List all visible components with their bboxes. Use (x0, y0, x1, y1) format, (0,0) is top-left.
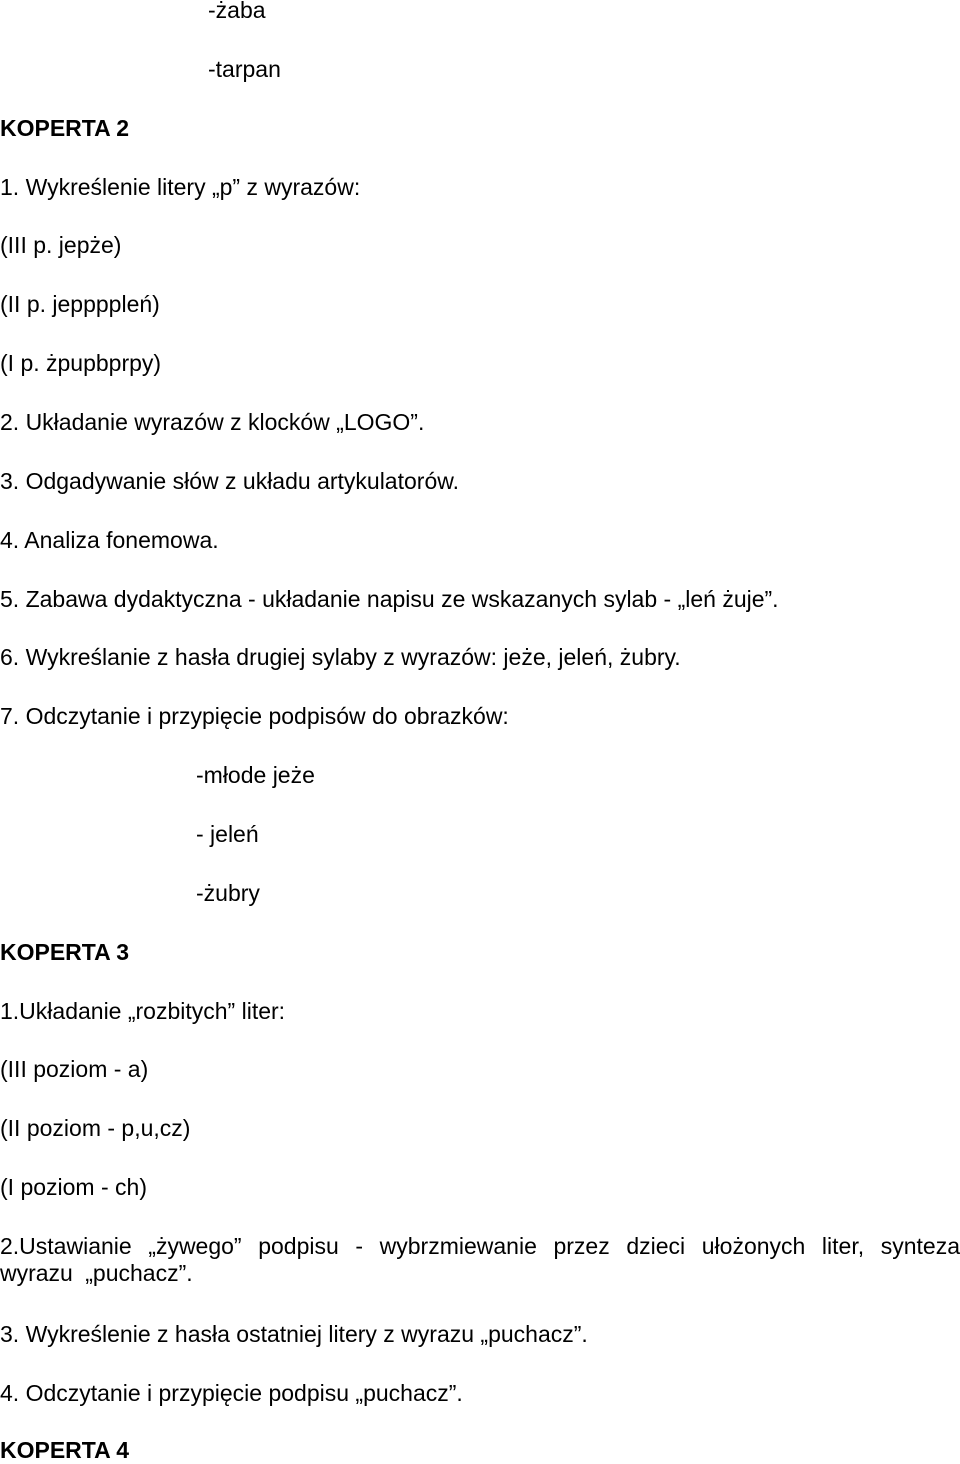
koperta-2-item-4: 4. Analiza fonemowa. (0, 527, 219, 553)
section-heading-koperta-4: KOPERTA 4 (0, 1437, 130, 1463)
section-heading-koperta-3: KOPERTA 3 (0, 939, 130, 965)
koperta-2-item-3: 3. Odgadywanie słów z układu artykulatorów. (0, 468, 459, 494)
caption-mlode-jeze: -młode jeże (196, 762, 315, 788)
koperta-2-item-2: 2. Układanie wyrazów z klocków „LOGO”. (0, 409, 425, 435)
koperta-2-level-1: (I p. żpupbprpy) (0, 350, 162, 376)
koperta-3-item-2: 2.Ustawianie „żywego” podpisu - wybrzmiewanie przez dzieci ułożonych liter, synteza wyrazu „puchacz”. (0, 1233, 960, 1286)
list-item-tarpan: -tarpan (208, 56, 281, 82)
section-heading-koperta-2: KOPERTA 2 (0, 115, 130, 141)
koperta-2-item-6: 6. Wykreślanie z hasła drugiej sylaby z wyrazów: jeże, jeleń, żubry. (0, 644, 681, 670)
koperta-2-item-5: 5. Zabawa dydaktyczna - układanie napisu ze wskazanych sylab - „leń żuje”. (0, 586, 779, 612)
koperta-2-item-1: 1. Wykreślenie litery „p” z wyrazów: (0, 174, 361, 200)
koperta-3-item-4: 4. Odczytanie i przypięcie podpisu „puchacz”. (0, 1380, 463, 1406)
koperta-2-level-2: (II p. jeppppleń) (0, 291, 160, 317)
koperta-3-item-1: 1.Układanie „rozbitych” liter: (0, 998, 286, 1024)
koperta-2-item-7: 7. Odczytanie i przypięcie podpisów do obrazków: (0, 703, 509, 729)
koperta-3-level-1: (I poziom - ch) (0, 1174, 147, 1200)
caption-jelen: - jeleń (196, 821, 259, 847)
koperta-2-level-3: (III p. jepże) (0, 232, 122, 258)
koperta-3-level-2: (II poziom - p,u,cz) (0, 1115, 191, 1141)
list-item-zaba: -żaba (208, 0, 266, 23)
koperta-3-item-3: 3. Wykreślenie z hasła ostatniej litery z wyrazu „puchacz”. (0, 1321, 588, 1347)
caption-zubry: -żubry (196, 880, 260, 906)
koperta-3-level-3: (III poziom - a) (0, 1056, 149, 1082)
